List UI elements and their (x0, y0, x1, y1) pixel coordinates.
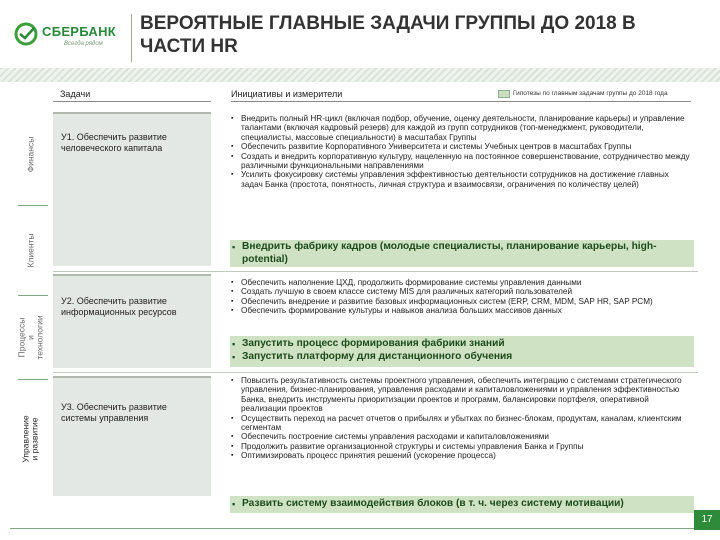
column-header-tasks: Задачи (60, 89, 91, 99)
highlight-item: ▪ Внедрить фабрику кадров (молодые специалисты, планирование карьеры, high-potential) (230, 241, 694, 266)
side-label-management: Управление и развитие (21, 415, 41, 463)
task-box-u2 (53, 274, 211, 368)
row-separator (53, 372, 698, 373)
task-label: У2. Обеспечить развитие информационных ресурсов (61, 296, 177, 317)
list-item: ▪ Обеспечить внедрение и развитие базовых информационных систем (ERP, CRM, MDM, SAP HR, SAP PCM) (231, 297, 691, 306)
list-item: ▪ Обеспечить построение системы управления расходами и капиталовложениями (231, 432, 691, 441)
side-label-finance: Финансы (25, 136, 36, 172)
legend-swatch (498, 90, 510, 98)
sberbank-logo-icon (14, 22, 38, 46)
list-item: ▪ Обеспечить развитие Корпоративного Университета и системы Учебных центров в масштабах Группы (231, 142, 691, 151)
highlight-item: ▪ Запустить процесс формирования фабрики знаний (230, 338, 694, 351)
logo-name: СБЕРБАНК (42, 24, 117, 39)
column-rule-initiatives (231, 101, 691, 102)
list-item: ▪ Продолжить развитие организационной структуры и системы управления Банка и Группы (231, 442, 691, 451)
highlight-box-u1 (230, 240, 694, 267)
side-label-processes: Процессы и технологии (16, 314, 45, 360)
task-label: У3. Обеспечить развитие системы управления (61, 402, 167, 423)
list-item: ▪ Оптимизировать процесс принятия решений (ускорение процесса) (231, 451, 691, 460)
highlight-box-u3 (230, 496, 694, 513)
list-item: ▪ Повысить результативность системы проектного управления, обеспечить интеграцию с системами стратегического управления, бизнес-планирования, управления расходами и капиталовложениями и управления эффективностью Банка, внедрить инструменты приоритизации проектов и программ, балансировки портфеля, оперативной реализации проектов (231, 376, 691, 414)
list-item: ▪ Создать лучшую в своем классе систему MIS для различных категорий пользователей (231, 287, 691, 296)
list-item: ▪ Усилить фокусировку системы управления эффективностью деятельности сотрудников на достижение главных задач Банка (простота, понятность, личная структура и взаимосвязи, ограничения по количеству целей) (231, 170, 691, 189)
decorative-band (0, 68, 720, 82)
task-box-u3 (53, 376, 211, 496)
sberbank-logo (14, 22, 124, 52)
list-item: ▪ Обеспечить формирование культуры и навыков анализа больших массивов данных (231, 306, 691, 315)
side-label-clients: Клиенты (25, 232, 36, 268)
task-label: У1. Обеспечить развитие человеческого капитала (61, 132, 167, 153)
initiatives-list-u3 (231, 376, 691, 461)
row-separator (53, 271, 698, 272)
initiatives-list-u1 (231, 114, 691, 189)
initiatives-list-u2 (231, 278, 691, 316)
highlight-item: ▪ Запустить платформу для дистанционного обучения (230, 351, 694, 364)
highlight-item: ▪ Развить систему взаимодействия блоков (в т. ч. через систему мотивации) (230, 498, 694, 511)
list-item: ▪ Обеспечить наполнение ЦХД, продолжить формирование системы управления данными (231, 278, 691, 287)
list-item: ▪ Внедрить полный HR-цикл (включая подбор, обучение, оценку деятельности, планирование карьеры) и управление талантами (включая кадровый резерв) для каждой из групп сотрудников (топ-менеджмент, руководители, специалисты, массовые специальности) в масштабах Группы (231, 114, 691, 142)
logo-tagline: Всегда рядом (64, 41, 103, 47)
column-header-initiatives: Инициативы и измерители (231, 89, 343, 99)
list-item: ▪ Создать и внедрить корпоративную культуру, нацеленную на постоянное совершенствование, сотрудничество между различными функциональными направлениями (231, 152, 691, 171)
page-title: ВЕРОЯТНЫЕ ГЛАВНЫЕ ЗАДАЧИ ГРУППЫ ДО 2018 В ЧАСТИ HR (140, 13, 636, 57)
highlight-box-u2 (230, 336, 694, 367)
list-item: ▪ Осуществить переход на расчет отчетов о прибылях и убытках по бизнес-блокам, продуктам, каналам, клиентским сегментам (231, 414, 691, 433)
footer-line (10, 528, 694, 529)
legend-text: Гипотезы по главным задачам группы до 2018 года (513, 90, 668, 97)
page-number: 17 (694, 510, 720, 530)
task-box-u1 (53, 112, 211, 266)
header-divider (131, 14, 132, 62)
column-rule-tasks (53, 101, 211, 102)
